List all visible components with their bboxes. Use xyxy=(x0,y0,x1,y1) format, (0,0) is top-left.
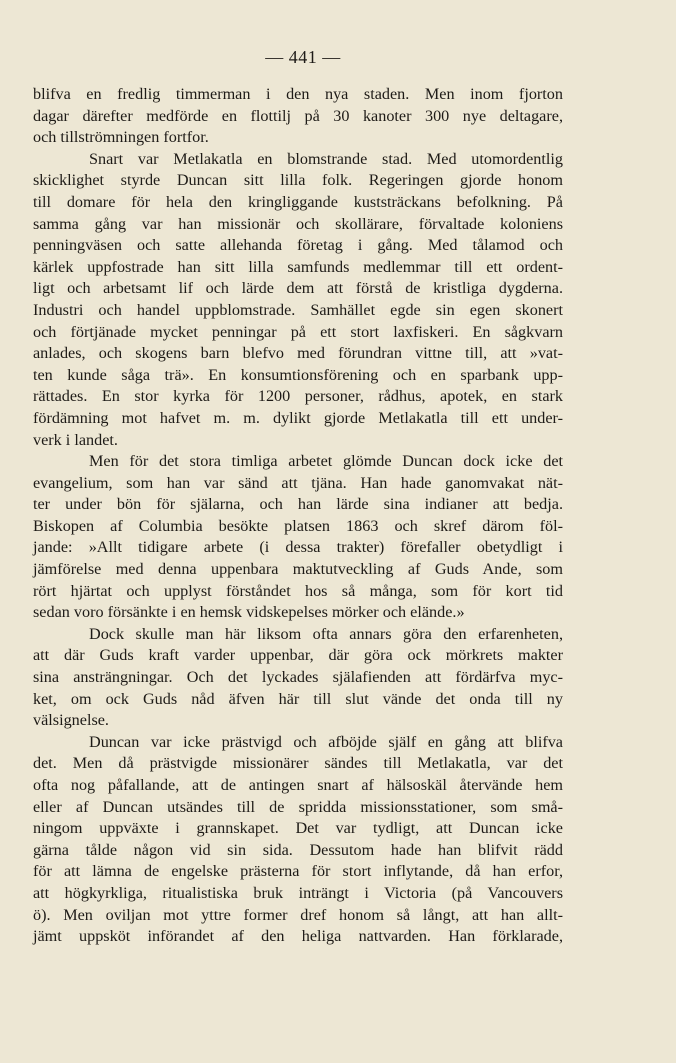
text-line: att där Guds kraft varder uppenbar, där göra ock mörkrets makter xyxy=(33,646,563,665)
text-line: och förtjänade mycket penningar på ett stort laxfiskeri. En sågkvarn xyxy=(33,322,563,341)
text-line: verk i landet. xyxy=(33,430,118,449)
text-line: ö). Men oviljan mot yttre former dref honom så långt, att han allt- xyxy=(33,905,563,924)
text-line: att högkyrkliga, ritualistiska bruk inträngt i Victoria (på Vancouvers xyxy=(33,883,563,902)
text-line: evangelium, som han var sänd att tjäna. Han hade ganomvakat nät- xyxy=(33,473,563,492)
text-line: rört hjärtat och upplyst förståndet hos så många, som för kort tid xyxy=(33,581,563,600)
text-line: Duncan var icke prästvigd och afböjde själf en gång att blifva xyxy=(89,732,563,751)
paragraph xyxy=(33,149,563,451)
text-line: anlades, och skogens barn blefvo med förundran vittne till, att »vat- xyxy=(33,344,563,363)
text-line: skicklighet styrde Duncan sitt lilla folk. Regeringen gjorde honom xyxy=(33,171,563,190)
text-line: till domare för hela den kringliggande kuststräckans befolkning. På xyxy=(33,192,563,211)
paragraph xyxy=(33,451,563,624)
text-line: för att lämna de engelske prästerna för stort inflytande, då han erfor, xyxy=(33,862,563,881)
text-line: Biskopen af Columbia besökte platsen 1863 och skref därom föl- xyxy=(33,516,563,535)
text-line: Dock skulle man här liksom ofta annars göra den erfarenheten, xyxy=(89,624,563,643)
text-line: ten kunde såga trä». En konsumtionsförening och en sparbank upp- xyxy=(33,365,563,384)
paragraph xyxy=(33,732,563,948)
text-line: ligt och arbetsamt lif och lärde dem att förstå de kristliga dygderna. xyxy=(33,279,563,298)
body-text xyxy=(33,84,563,948)
text-line: Snart var Metlakatla en blomstrande stad. Med utomordentlig xyxy=(89,149,563,168)
text-line: blifva en fredlig timmerman i den nya staden. Men inom fjorton xyxy=(33,85,563,103)
text-line: fördämning mot hafvet m. m. dylikt gjorde Metlakatla till ett under- xyxy=(33,408,563,427)
text-line: sina ansträngningar. Och det lyckades själafienden att fördärfva myc- xyxy=(33,668,563,687)
text-line: dagar därefter medförde en flottilj på 30 kanoter 300 nye deltagare, xyxy=(33,106,563,125)
text-line: penningväsen och satte allehanda företag i gång. Med tålamod och xyxy=(33,236,563,255)
text-line: sedan voro försänkte i en hemsk vidskepelses mörker och elände.» xyxy=(33,603,465,622)
text-line: ofta nog påfallande, att de antingen snart af hälsoskäl återvände hem xyxy=(33,776,563,794)
text-line: välsignelse. xyxy=(33,711,109,730)
text-line: rättades. En stor kyrka för 1200 personer, rådhus, apotek, en stark xyxy=(33,387,563,406)
text-line: eller af Duncan utsändes till de spridda missionsstationer, som små- xyxy=(33,797,563,816)
paragraph xyxy=(33,624,563,732)
text-line: jämförelse med denna uppenbara maktutveckling af Guds Ande, som xyxy=(33,560,563,579)
text-line: ningom uppväxte i grannskapet. Det var tydligt, att Duncan icke xyxy=(33,819,563,838)
text-line: samma gång var han missionär och skollärare, förvaltade koloniens xyxy=(33,214,563,233)
text-line: gärna tålde någon vid sin sida. Dessutom hade han blifvit rädd xyxy=(33,840,563,859)
text-line: ter under bön för själarna, och han lärde sina indianer att bedja. xyxy=(33,495,563,514)
text-line: ket, om ock Guds nåd äfven här till slut vände det onda till ny xyxy=(33,689,563,708)
text-line: jande: »Allt tidigare arbete (i dessa trakter) förefaller obetydligt i xyxy=(33,538,563,557)
text-line: jämt uppsköt införandet af den heliga nattvarden. Han förklarade, xyxy=(33,927,563,946)
text-line: det. Men då prästvigde missionärer sändes till Metlakatla, var det xyxy=(33,754,563,773)
text-line: kärlek uppfostrade han sitt lilla samfunds medlemmar till ett ordent- xyxy=(33,257,563,276)
text-line: Men för det stora timliga arbetet glömde Duncan dock icke det xyxy=(89,452,563,471)
page-number: — 441 — xyxy=(265,47,341,67)
text-line: Industri och handel uppblomstrade. Samhället egde sin egen skonert xyxy=(33,300,563,319)
paragraph xyxy=(33,84,563,149)
text-line: och tillströmningen fortfor. xyxy=(33,128,209,147)
